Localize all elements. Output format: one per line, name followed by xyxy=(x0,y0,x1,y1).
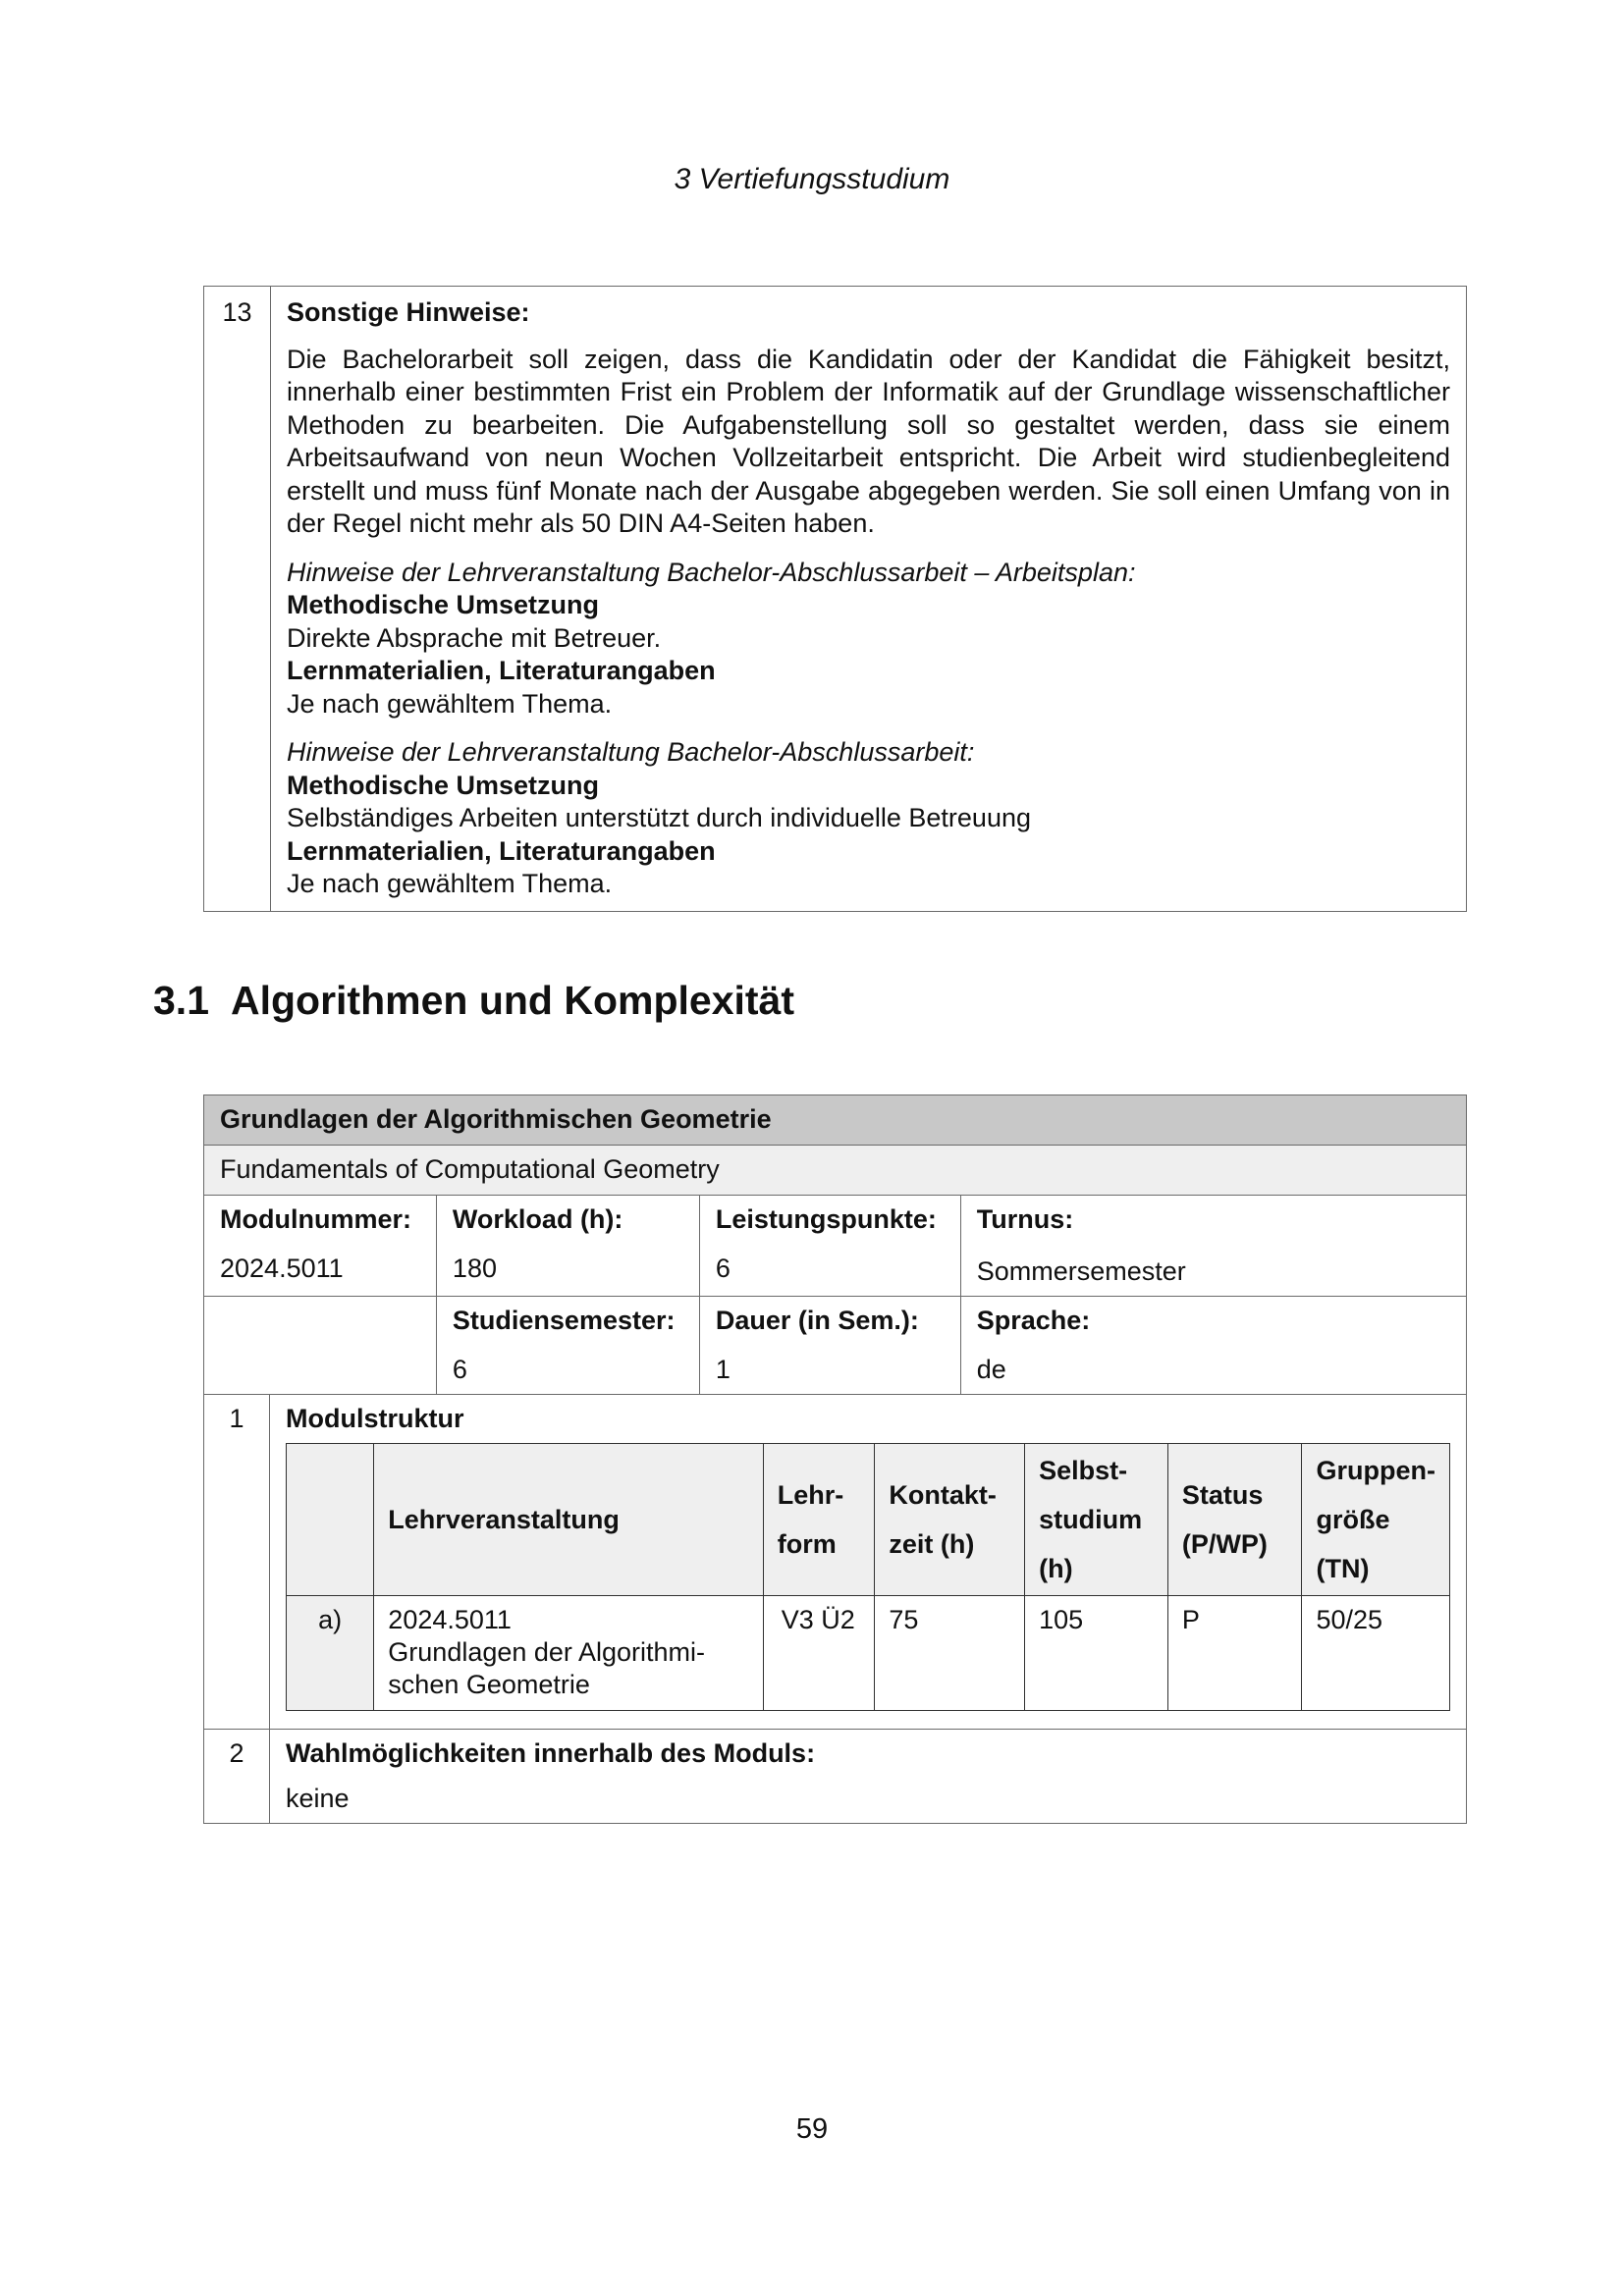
row-number: 13 xyxy=(204,287,271,912)
modulstruktur-table xyxy=(286,1443,1450,1711)
leistungspunkte-cell xyxy=(699,1196,960,1297)
turnus-label: Turnus: xyxy=(976,1204,1074,1234)
header-kontaktzeit: Kontakt- zeit (h) xyxy=(875,1444,1025,1596)
header-lehrform: Lehr- form xyxy=(763,1444,875,1596)
module-title: Grundlagen der Algorithmischen Geometrie xyxy=(204,1095,1467,1146)
workload-label: Workload (h): xyxy=(452,1204,623,1234)
turnus-value: Sommersemester xyxy=(976,1256,1186,1286)
workload-value: 180 xyxy=(452,1254,497,1283)
leistungspunkte-label: Leistungspunkte: xyxy=(715,1204,937,1234)
studiensemester-value: 6 xyxy=(452,1355,467,1384)
modulnummer-value: 2024.5011 xyxy=(220,1254,344,1283)
row-selbststudium: 105 xyxy=(1025,1596,1168,1711)
hint-heading: Hinweise der Lehrveranstaltung Bachelor-Abschlussarbeit – Arbeitsplan: xyxy=(287,557,1136,587)
workload-cell xyxy=(436,1196,699,1297)
leistungspunkte-value: 6 xyxy=(715,1254,731,1283)
header-lehrveranstaltung: Lehrveranstaltung xyxy=(374,1444,763,1596)
section-title: Algorithmen und Komplexität xyxy=(231,978,794,1023)
section-heading xyxy=(153,977,794,1024)
hint-material-label: Lernmaterialien, Literaturangaben xyxy=(287,656,716,685)
page-number: 59 xyxy=(795,2113,829,2145)
hint-method-text: Selbständiges Arbeiten unterstützt durch individuelle Betreuung xyxy=(287,803,1031,832)
hint-material-text: Je nach gewähltem Thema. xyxy=(287,869,613,898)
row-number: 1 xyxy=(204,1395,270,1730)
row-number: 2 xyxy=(204,1730,270,1824)
sprache-cell xyxy=(960,1297,1466,1395)
hint-method-text: Direkte Absprache mit Betreuer. xyxy=(287,622,662,653)
row-lehrform: V3 Ü2 xyxy=(763,1596,875,1711)
header-status: Status (P/WP) xyxy=(1167,1444,1302,1596)
modulnummer-label: Modulnummer: xyxy=(220,1204,411,1234)
row-gruppengroesse: 50/25 xyxy=(1302,1596,1450,1711)
sprache-value: de xyxy=(976,1355,1006,1384)
notes-table xyxy=(203,286,1467,912)
modulstruktur-cell xyxy=(270,1395,1467,1730)
modulstruktur-title: Modulstruktur xyxy=(286,1404,464,1433)
dauer-value: 1 xyxy=(715,1355,731,1384)
header-selbststudium: Selbst- studium (h) xyxy=(1025,1444,1168,1596)
wahlmoeglichkeiten-cell xyxy=(270,1730,1467,1824)
running-head: 3 Vertiefungsstudium xyxy=(674,163,950,195)
studiensemester-cell xyxy=(436,1297,699,1395)
row-status: P xyxy=(1167,1596,1302,1711)
module-subtitle: Fundamentals of Computational Geometry xyxy=(204,1146,1467,1196)
header-blank xyxy=(287,1444,374,1596)
wahlmoeglichkeiten-value: keine xyxy=(286,1784,350,1813)
hint-block-arbeitsplan xyxy=(287,557,1450,721)
row-kontaktzeit: 75 xyxy=(875,1596,1025,1711)
modulnummer-cell xyxy=(204,1196,437,1297)
wahlmoeglichkeiten-label: Wahlmöglichkeiten innerhalb des Moduls: xyxy=(286,1738,816,1768)
module-table xyxy=(203,1095,1467,1824)
hint-material-label: Lernmaterialien, Literaturangaben xyxy=(287,835,716,866)
header-gruppengroesse: Gruppen- größe (TN) xyxy=(1302,1444,1450,1596)
notes-paragraph: Die Bachelorarbeit soll zeigen, dass die Kandidatin oder der Kandidat die Fähigkeit besitzt, innerhalb einer bestimmten Frist ein Problem der Informatik auf der Grundlage wissenschaftlicher Methoden zu bearbeiten. Die Aufgabenstellung soll so gestaltet werden, dass sie einem Arbeitsaufwand von neun Wochen Vollzeitarbeit entspricht. Die Arbeit wird studienbegleitend erstellt und muss fünf Monate nach der Ausgabe abgegeben werden. Sie soll einen Umfang von in der Regel nicht mehr als 50 DIN A4-Seiten haben. xyxy=(287,344,1450,538)
section-number: 3.1 xyxy=(153,978,209,1023)
hint-method-label: Methodische Umsetzung xyxy=(287,770,600,800)
row-index: a) xyxy=(287,1596,374,1711)
studiensemester-label: Studiensemester: xyxy=(452,1306,676,1335)
turnus-cell xyxy=(960,1196,1466,1297)
table-row xyxy=(287,1596,1450,1711)
row-lehrveranstaltung: 2024.5011 Grundlagen der Algorithmi- schen Geometrie xyxy=(374,1596,763,1711)
empty-cell xyxy=(204,1297,437,1395)
notes-cell xyxy=(271,287,1467,912)
hint-heading: Hinweise der Lehrveranstaltung Bachelor-Abschlussarbeit: xyxy=(287,737,975,767)
notes-title: Sonstige Hinweise: xyxy=(287,297,530,327)
hint-block-abschlussarbeit xyxy=(287,736,1450,901)
sprache-label: Sprache: xyxy=(976,1306,1091,1335)
hint-material-text: Je nach gewähltem Thema. xyxy=(287,688,613,719)
hint-method-label: Methodische Umsetzung xyxy=(287,590,600,619)
dauer-cell xyxy=(699,1297,960,1395)
dauer-label: Dauer (in Sem.): xyxy=(715,1306,919,1335)
